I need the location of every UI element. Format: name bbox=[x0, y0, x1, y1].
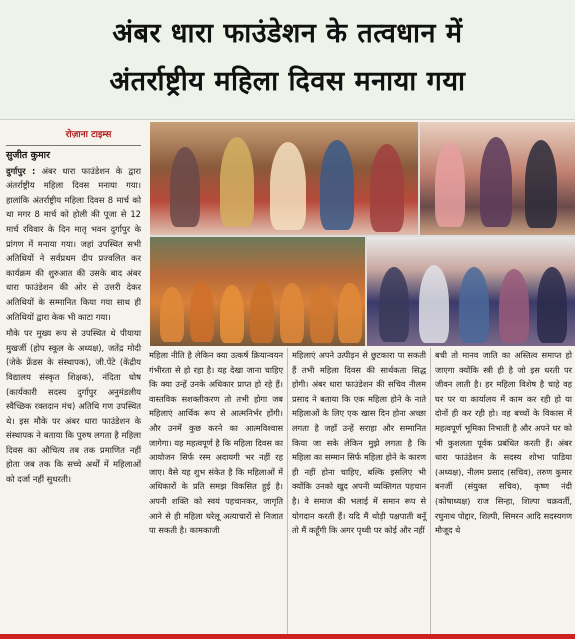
left-paragraph-2: मौके पर मुख्य रूप से उपस्थित थे पीयाया मुखर्जी (होप स्कूल के अध्यक्ष), जतेंद्र मोदी (जेके फ्रेंडस के संस्थापक), जी.पेंटे (केंद्रीय विद्यालय संस्कृत शिक्षक), नंदिता घोष (कार्यकारी सदस्य दुर्गापुर अनुमंडलीय स्वैच्छिक रक्तदान मंच) अतिथि गण उपस्थित थे। इस मौके पर अंबर धारा फाउंडेशन के संस्थापक ने बताया कि पुरुष लगता है महिला दिवस का औचित्य तब तक प्रमाणित नहीं होता जब तक कि सच्चे अर्थों में महिलाओं को दर्जा नहीं सुधरती। bbox=[6, 328, 141, 485]
left-column bbox=[0, 122, 145, 639]
column-divider bbox=[287, 348, 288, 639]
article-column-2: महिलाएं अपने उत्पीड़न से छुटकारा पा सकती हैं तभी महिला दिवस की सार्थकता सिद्ध होगी। अंबर धारा फाउंडेशन की सचिव नीलम प्रसाद ने बताया कि एक महिला होने के नाते महिलाओं के लिए एक खास दिन होना अच्छा लगता है जहाँ उन्हें सराहा और सम्मानित किया जा सके लेकिन मुझे लगता है कि महिला का सम्मान सिर्फ महिला होने के कारण ही नहीं होना चाहिए, बल्कि इसलिए भी क्योंकि उनको खुद अपनी व्यक्तिगत पहचान है। वे समाज की भलाई में समान रूप से योगदान करती हैं। यदि मैं थोड़ी पक्षपाती बनूँ तो मैं कहूँगी कि अगर पृथ्वी पर कोई और नहीं bbox=[292, 350, 426, 536]
headline-banner bbox=[0, 0, 575, 120]
article-column-3: बची तो मानव जाति का अस्तित्व समाप्त हो जाएगा क्योंकि स्त्री ही है जो इस धरती पर जीवन लाती है। हर महिला विशेष है चाहे वह घर पर या कार्यालय में काम कर रही हो या दोनों ही कर रही हो। वह बच्चों के विकास में महत्वपूर्ण भूमिका निभाती है और अपने घर को भी कुशलता पूर्वक प्रबंधित करती हैं। अंबर धारा फाउंडेशन के सदस्य शोभा पाडिया (अध्यक्ष), नीलम प्रसाद (सचिव), तरुण कुमार बनर्जी (संयुक्त सचिव), कृष्ण नंदी (कोषाध्यक्ष) राज सिन्हा, शिल्पा चक्रवर्ती, रघुनाथ पोद्दार, शिल्पी, सिमरन आदि सदस्यगण मौजूद थे bbox=[435, 350, 572, 536]
newspaper-source: रोज़ाना टाइम्स bbox=[65, 130, 112, 140]
headline-line-2: अंतर्राष्ट्रीय महिला दिवस मनाया गया bbox=[109, 66, 466, 97]
photo-lamp-lighting bbox=[420, 122, 575, 235]
photo-cake-cutting bbox=[150, 122, 418, 235]
author-name: सुजीत कुमार bbox=[6, 149, 50, 161]
article-column-1: महिला नीति है लेकिन क्या उत्कर्ष क्रियान्वयन गंभीरता से हो रहा है। यह देखा जाना चाहिए कि क्या उन्हें उनके अधिकार प्राप्त हो रहे हैं। वास्तविक सशक्तीकरण तो तभी होगा जब महिलाएं आर्थिक रूप से आत्मनिर्भर होंगी। और उनमें कुछ करने का आत्मविश्वास जागेगा। यह महत्वपूर्ण है कि महिला दिवस का आयोजन सिर्फ रस्म अदायगी भर नहीं रह जाए। वैसे यह शुभ संकेत है कि महिलाओं में अधिकारों के प्रति समझ विकसित हुई है। अपनी शक्ति को स्वयं पहचानकर, जागृति आने से ही महिला घरेलू अत्याचारों से निजात पा सकती है। कामकाजी bbox=[149, 350, 283, 536]
left-paragraph-1 bbox=[6, 164, 141, 325]
column-divider bbox=[430, 348, 431, 639]
event-photo-collage bbox=[150, 122, 575, 346]
photo-guests-seated bbox=[367, 237, 575, 346]
dateline: दुर्गापुर : bbox=[6, 165, 36, 176]
headline-line-1: अंबर धारा फाउंडेशन के तत्वधान में bbox=[112, 18, 463, 49]
byline-divider bbox=[6, 145, 141, 146]
article-columns bbox=[146, 348, 575, 639]
photo-audience bbox=[150, 237, 365, 346]
bottom-accent-line bbox=[0, 634, 575, 639]
left-paragraph-1-text: अंबर धारा फाउंडेशन के द्वारा अंतर्राष्ट्रीय महिला दिवस मनाया गया। हालांकि अंतर्राष्ट्रीय महिला दिवस 8 मार्च को था मगर 8 मार्च को होली की पूजा से 12 मार्च रविवार के दिन मातृ भवन दुर्गापुर के प्रांगण में मनाया गया। जहां उपस्थित सभी अतिथियों ने सर्वप्रथम दीप प्रज्वलित कर कार्यक्रम की शुरुआत की उसके बाद अंबर धारा फाउंडेशन की ओर से उत्तरी देकर अतिथियों के सम्मानित किया गया साथ ही अतिथियों द्वारा केक भी काटा गया। bbox=[6, 165, 141, 322]
